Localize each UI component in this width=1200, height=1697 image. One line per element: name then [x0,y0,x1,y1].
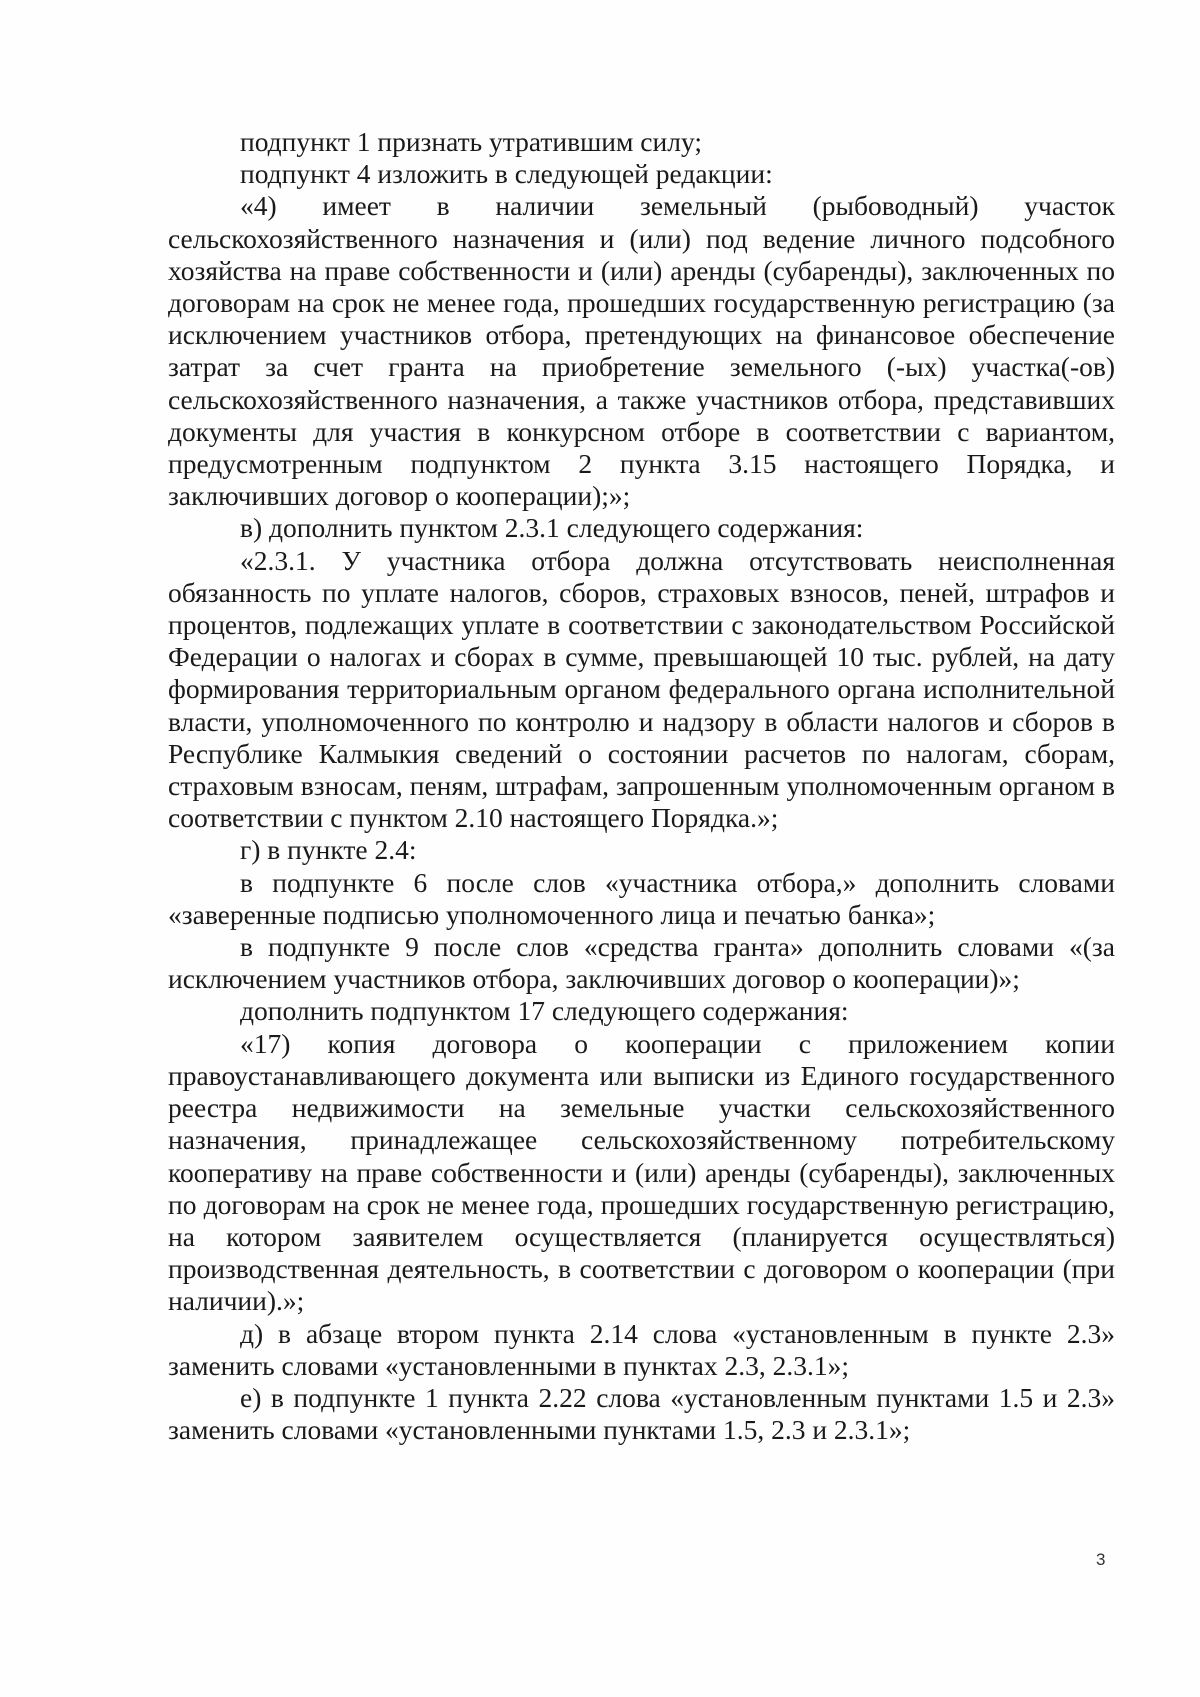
paragraph: подпункт 1 признать утратившим силу; [240,126,702,157]
paragraph: в подпункте 9 после слов «средства гранта» дополнить словами «(за исключением участников отбора, заключивших договор о кооперации)»; [168,931,1115,995]
page-number: 3 [1096,1550,1106,1569]
document-body [168,126,1115,1446]
paragraph: в подпункте 6 после слов «участника отбора,» дополнить словами «заверенные подписью уполномоченного лица и печатью банка»; [168,866,1115,930]
paragraph: дополнить подпунктом 17 следующего содержания: [240,995,849,1027]
paragraph: е) в подпункте 1 пункта 2.22 слова «установленным пунктами 1.5 и 2.3» заменить словами «установленными пунктами 1.5, 2.3 и 2.3.1»; [168,1381,1115,1446]
paragraph: «2.3.1. У участника отбора должна отсутствовать неисполненная обязанность по уплате налогов, сборов, страховых взносов, пеней, штрафов и процентов, подлежащих уплате в соответствии с законодательством Российской Федерации о налогах и сборах в сумме, превышающей 10 тыс. рублей, на дату формирования территориальным органом федерального органа исполнительной власти, уполномоченного по контролю и надзору в области налогов и сборов в Республике Калмыкия сведений о состоянии расчетов по налогам, сборам, страховым взносам, пеням, штрафам, запрошенным уполномоченным органом в соответствии с пунктом 2.10 настоящего Порядка.»; [168,544,1115,834]
paragraph: «4) имеет в наличии земельный (рыбоводный) участок сельскохозяйственного назначения и (или) под ведение личного подсобного хозяйства на праве собственности и (или) аренды (субаренды), заключенных по договорам на срок не менее года, прошедших государственную регистрацию (за исключением участников отбора, претендующих на финансовое обеспечение затрат за счет гранта на приобретение земельного (-ых) участка(-ов) сельскохозяйственного назначения, а также участников отбора, представивших документы для участия в конкурсном отборе в соответствии с вариантом, предусмотренным подпунктом 2 пункта 3.15 настоящего Порядка, и заключивших договор о кооперации);»; [168,190,1115,512]
paragraph: г) в пункте 2.4: [240,834,417,866]
paragraph: подпункт 4 изложить в следующей редакции: [240,158,773,190]
paragraph: в) дополнить пунктом 2.3.1 следующего содержания: [240,512,864,544]
paragraph: д) в абзаце втором пункта 2.14 слова «установленным в пункте 2.3» заменить словами «установленными в пунктах 2.3, 2.3.1»; [168,1317,1115,1381]
paragraph: «17) копия договора о кооперации с приложением копии правоустанавливающего документа или выписки из Единого государственного реестра недвижимости на земельные участки сельскохозяйственного назначения, принадлежащее сельскохозяйственному потребительскому кооперативу на праве собственности и (или) аренды (субаренды), заключенных по договорам на срок не менее года, прошедших государственную регистрацию, на котором заявителем осуществляется (планируется осуществляться) производственная деятельность, в соответствии с договором о кооперации (при наличии).»; [168,1027,1115,1317]
